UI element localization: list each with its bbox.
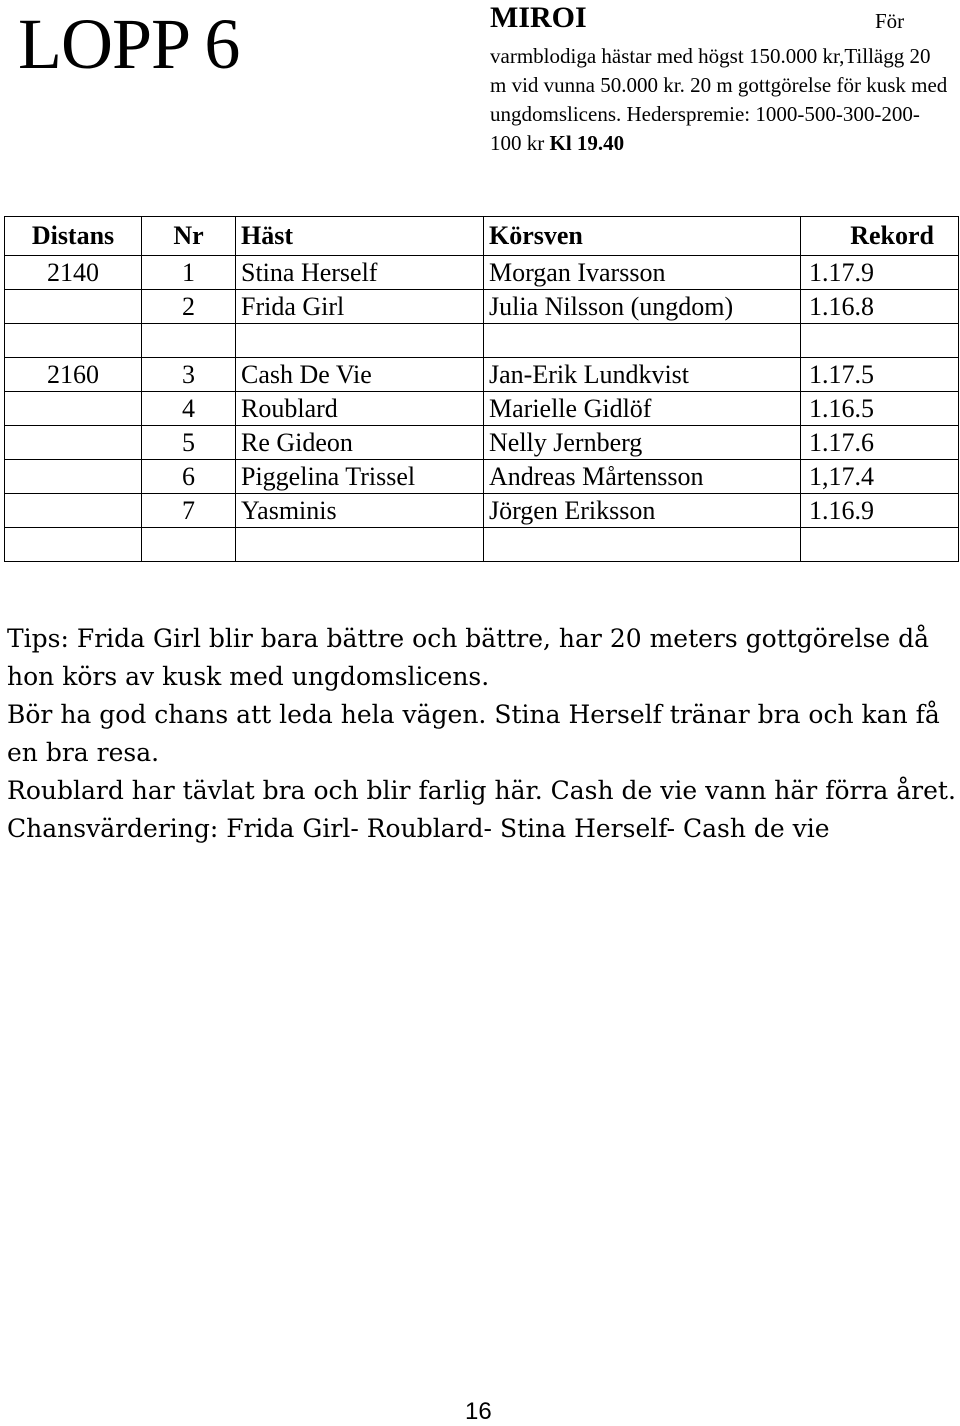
race-title: LOPP 6 (18, 4, 240, 84)
table-row (5, 392, 959, 426)
cell-nr (142, 528, 236, 562)
table-row (5, 358, 959, 392)
header-korsven: Körsven (484, 217, 801, 256)
cell-rekord (801, 324, 959, 358)
tips-paragraph: Tips: Frida Girl blir bara bättre och bättre, har 20 meters gottgörelse då hon körs av kusk med ungdomslicens. (7, 624, 930, 691)
cell-nr: 3 (142, 358, 236, 392)
header-distans: Distans (5, 217, 142, 256)
cell-rekord: 1.16.5 (801, 392, 959, 426)
cell-rekord: 1.17.5 (801, 358, 959, 392)
cell-korsven: Julia Nilsson (ungdom) (484, 290, 801, 324)
cell-rekord: 1.16.8 (801, 290, 959, 324)
cell-korsven: Marielle Gidlöf (484, 392, 801, 426)
cell-hast: Yasminis (236, 494, 484, 528)
cell-hast (236, 528, 484, 562)
page-number: 16 (465, 1398, 492, 1425)
table-header-row (5, 217, 959, 256)
cell-distans (5, 494, 142, 528)
cell-rekord: 1.17.9 (801, 256, 959, 290)
cell-nr (142, 324, 236, 358)
cell-rekord: 1,17.4 (801, 460, 959, 494)
header-nr: Nr (142, 217, 236, 256)
cell-rekord: 1.16.9 (801, 494, 959, 528)
race-conditions-text: varmblodiga hästar med högst 150.000 kr,Tillägg 20 m vid vunna 50.000 kr. 20 m gottgörelse för kusk med ungdomslicens. Hederspremie: 1000-500-300-200-100 kr (490, 44, 948, 155)
cell-nr: 4 (142, 392, 236, 426)
cell-hast: Cash De Vie (236, 358, 484, 392)
cell-rekord (801, 528, 959, 562)
cell-hast: Re Gideon (236, 426, 484, 460)
cell-distans: 2160 (5, 358, 142, 392)
cell-korsven (484, 528, 801, 562)
cell-hast: Roublard (236, 392, 484, 426)
tips-paragraph: Roublard har tävlat bra och blir farlig här. Cash de vie vann här förra året. (7, 776, 956, 805)
table-row (5, 494, 959, 528)
cell-nr: 1 (142, 256, 236, 290)
cell-nr: 7 (142, 494, 236, 528)
table-row (5, 426, 959, 460)
cell-rekord: 1.17.6 (801, 426, 959, 460)
cell-hast (236, 324, 484, 358)
table-row (5, 256, 959, 290)
cell-distans (5, 528, 142, 562)
cell-nr: 5 (142, 426, 236, 460)
cell-korsven (484, 324, 801, 358)
cell-distans (5, 324, 142, 358)
cell-distans (5, 290, 142, 324)
tips-section (7, 620, 957, 848)
tips-paragraph: Bör ha god chans att leda hela vägen. Stina Herself tränar bra och kan få en bra resa. (7, 700, 940, 767)
race-conditions (490, 42, 950, 158)
race-start-time: Kl 19.40 (549, 131, 625, 155)
cell-korsven: Jörgen Eriksson (484, 494, 801, 528)
race-for-label: För (875, 9, 905, 33)
cell-hast: Piggelina Trissel (236, 460, 484, 494)
header-rekord: Rekord (801, 217, 959, 256)
cell-nr: 6 (142, 460, 236, 494)
cell-distans: 2140 (5, 256, 142, 290)
cell-distans (5, 460, 142, 494)
cell-korsven: Morgan Ivarsson (484, 256, 801, 290)
entries-table (4, 216, 959, 562)
race-name: MIROI (490, 1, 587, 34)
cell-korsven: Jan-Erik Lundkvist (484, 358, 801, 392)
table-row (5, 290, 959, 324)
table-row (5, 460, 959, 494)
cell-korsven: Andreas Mårtensson (484, 460, 801, 494)
cell-korsven: Nelly Jernberg (484, 426, 801, 460)
header-hast: Häst (236, 217, 484, 256)
cell-nr: 2 (142, 290, 236, 324)
chance-ranking: Chansvärdering: Frida Girl- Roublard- Stina Herself- Cash de vie (7, 814, 830, 843)
table-row (5, 324, 959, 358)
cell-distans (5, 426, 142, 460)
cell-hast: Frida Girl (236, 290, 484, 324)
cell-hast: Stina Herself (236, 256, 484, 290)
table-row (5, 528, 959, 562)
cell-distans (5, 392, 142, 426)
